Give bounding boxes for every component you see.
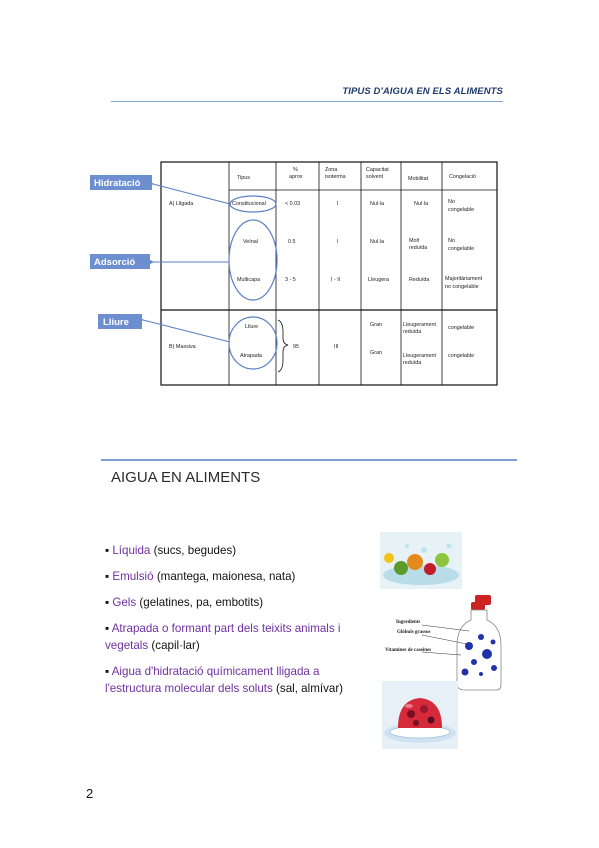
row2-cong-1: No: [448, 238, 455, 244]
bullet-emulsio: ▪ Emulsió (mantega, maionesa, nata): [105, 570, 296, 583]
row4-mob-1: Lleugerament: [403, 322, 436, 328]
header-mobilitat: Mobilitat: [408, 176, 429, 182]
row4-mob-2: reduïda: [403, 329, 422, 335]
ellipse-adsorcio: [229, 220, 277, 300]
bullet-atrapada: ▪ Atrapada o formant part dels teixits animals i vegetals (capil·lar): [105, 622, 341, 652]
row4-cong: congelable: [448, 325, 475, 331]
header-congelacio: Congelació: [449, 174, 476, 180]
row4-pct: 95: [293, 344, 299, 350]
row2-pct: 0.5: [288, 239, 296, 245]
row1-tipus: Constitucional: [232, 201, 266, 207]
row5-tipus: Atrapada: [240, 353, 262, 359]
row5-mob-2: reduïda: [403, 360, 422, 366]
row1-cap: Nul·la: [370, 201, 385, 207]
jelly-dessert-image: [382, 681, 458, 749]
header-capacitat-2: solvent: [366, 174, 384, 180]
callout-lliure: Lliure: [103, 317, 129, 328]
bullet-liquida: ▪ Líquida (sucs, begudes): [105, 544, 237, 557]
water-types-table: [89, 80, 517, 410]
header-pct-2: aprox: [289, 174, 303, 180]
row2-cong-2: congelable: [448, 246, 475, 252]
row2-cap: Nul·la: [370, 239, 385, 245]
header-tipus: Tipus: [237, 175, 250, 181]
milk-bottle-diagram: [422, 595, 501, 690]
callout-adsorcio: Adsorció: [94, 257, 136, 268]
slide1-title: TIPUS D'AIGUA EN ELS ALIMENTS: [342, 86, 503, 97]
row3-cong-2: no congelable: [445, 284, 479, 290]
row3-cap: Lleugera: [368, 277, 389, 283]
row3-cong-1: Majoritàriament: [445, 276, 483, 282]
row1-pct: < 0.03: [285, 201, 301, 207]
milk-label-2: Glòbuls grassos: [397, 630, 431, 635]
row2-zona: I: [337, 239, 339, 245]
callout-hidratacio: Hidratació: [94, 178, 141, 189]
bullet-gels: ▪ Gels (gelatines, pa, embotits): [105, 596, 264, 609]
header-zona: Zona: [325, 167, 338, 173]
header-capacitat: Capacitat: [366, 167, 389, 173]
milk-label-1: Ingredients: [396, 620, 421, 625]
group-b-label: B) Massiva: [169, 344, 196, 350]
row5-cong: congelable: [448, 353, 475, 359]
row1-cong-1: No: [448, 199, 455, 205]
row5-mob-1: Lleugerament: [403, 353, 436, 359]
row1-zona: I: [337, 201, 339, 207]
slide-water-in-foods: [89, 450, 517, 760]
row5-cap: Gran: [370, 350, 382, 356]
row2-tipus: Veïnal: [243, 239, 258, 245]
row3-mob: Reduïda: [409, 277, 430, 283]
row3-tipus: Multicapa: [237, 277, 261, 283]
fruit-splash-image: [380, 532, 462, 589]
row3-pct: 3 - 5: [285, 277, 296, 283]
row1-mob: Nul·la: [414, 201, 429, 207]
row2-mob-2: reduïda: [409, 245, 428, 251]
row4-zona: III: [334, 344, 339, 350]
slide-water-types: [89, 80, 517, 410]
slide2-illustrations: [89, 450, 517, 760]
header-zona-2: isoterma: [325, 174, 346, 180]
arrow-lliure: [143, 320, 230, 342]
slide2-title: AIGUA EN ALIMENTS: [111, 469, 261, 486]
row1-cong-2: congelable: [448, 207, 475, 213]
bullet-hidratacio: ▪ Aigua d'hidratació químicament lligada a l'estructura molecular dels soluts (sal, almívar): [105, 665, 344, 695]
row4-tipus: Lliure: [245, 324, 259, 330]
header-pct: %: [293, 167, 298, 173]
milk-label-3: Vitamines de caseïnes: [385, 648, 432, 653]
row2-mob-1: Molt: [409, 238, 420, 244]
row4-cap: Gran: [370, 322, 382, 328]
row3-zona: I - II: [331, 277, 341, 283]
page-number: 2: [86, 786, 94, 801]
brace-mark: [278, 320, 288, 372]
group-a-label: A) Lligada: [169, 201, 194, 207]
